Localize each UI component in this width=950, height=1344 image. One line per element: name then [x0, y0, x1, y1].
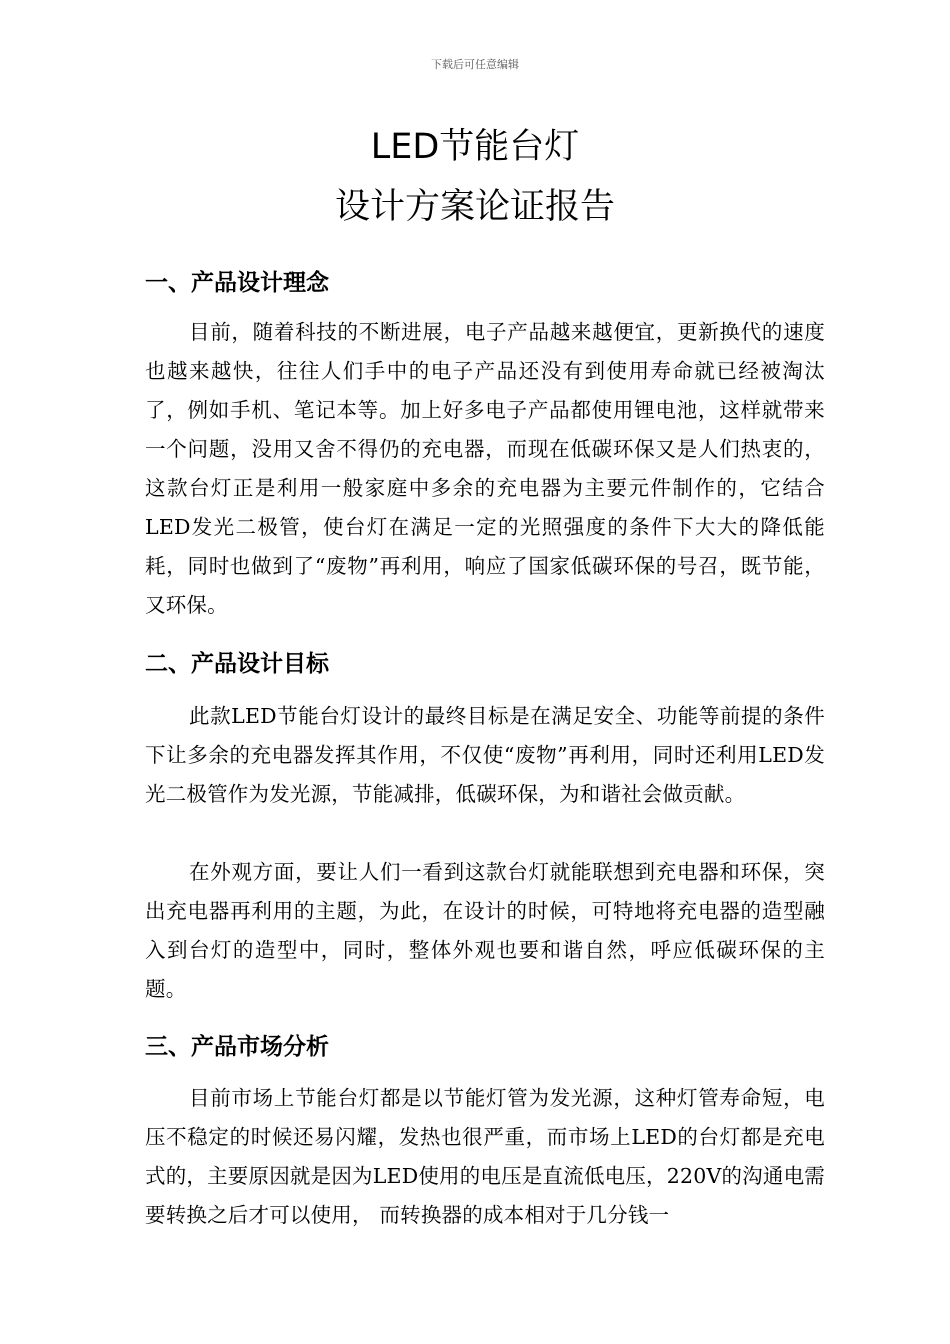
download-note: 下载后可任意编辑	[431, 58, 519, 71]
paragraph-market-analysis: 目前市场上节能台灯都是以节能灯管为发光源，这种灯管寿命短，电压不稳定的时候还易闪耀，发热也很严重，而市场上LED的台灯都是充电式的，主要原因就是因为LED使用的电压是直流低电压，220V的沟通电需要转换之后才可以使用， 而转换器的成本相对于几分钱一	[145, 1086, 825, 1227]
paragraph-design-goal: 此款LED节能台灯设计的最终目标是在满足安全、功能等前提的条件下让多余的充电器发挥其作用，不仅使“废物”再利用，同时还利用LED发光二极管作为发光源，节能减排，低碳环保，为和谐社会做贡献。	[145, 704, 825, 806]
page-title-line-1: LED节能台灯	[370, 127, 580, 167]
paragraph-appearance: 在外观方面，要让人们一看到这款台灯就能联想到充电器和环保，突出充电器再利用的主题，为此，在设计的时候，可特地将充电器的造型融入到台灯的造型中，同时，整体外观也要和谐自然，呼应低碳环保的主题。	[145, 860, 825, 1001]
paragraph-design-concept: 目前，随着科技的不断进展，电子产品越来越便宜，更新换代的速度也越来越快，往往人们手中的电子产品还没有到使用寿命就已经被淘汰了，例如手机、笔记本等。加上好多电子产品都使用锂电池，这样就带来一个问题，没用又舍不得仍的充电器，而现在低碳环保又是人们热衷的，这款台灯正是利用一般家庭中多余的充电器为主要元件制作的，它结合LED发光二极管，使台灯在满足一定的光照强度的条件下大大的降低能耗，同时也做到了“废物”再利用，响应了国家低碳环保的号召，既节能，又环保。	[145, 320, 825, 617]
page-title-line-2: 设计方案论证报告	[334, 187, 615, 227]
section-heading-design-concept: 一、产品设计理念	[145, 270, 329, 296]
section-heading-design-goal: 二、产品设计目标	[145, 651, 329, 677]
section-heading-market-analysis: 三、产品市场分析	[145, 1034, 329, 1060]
